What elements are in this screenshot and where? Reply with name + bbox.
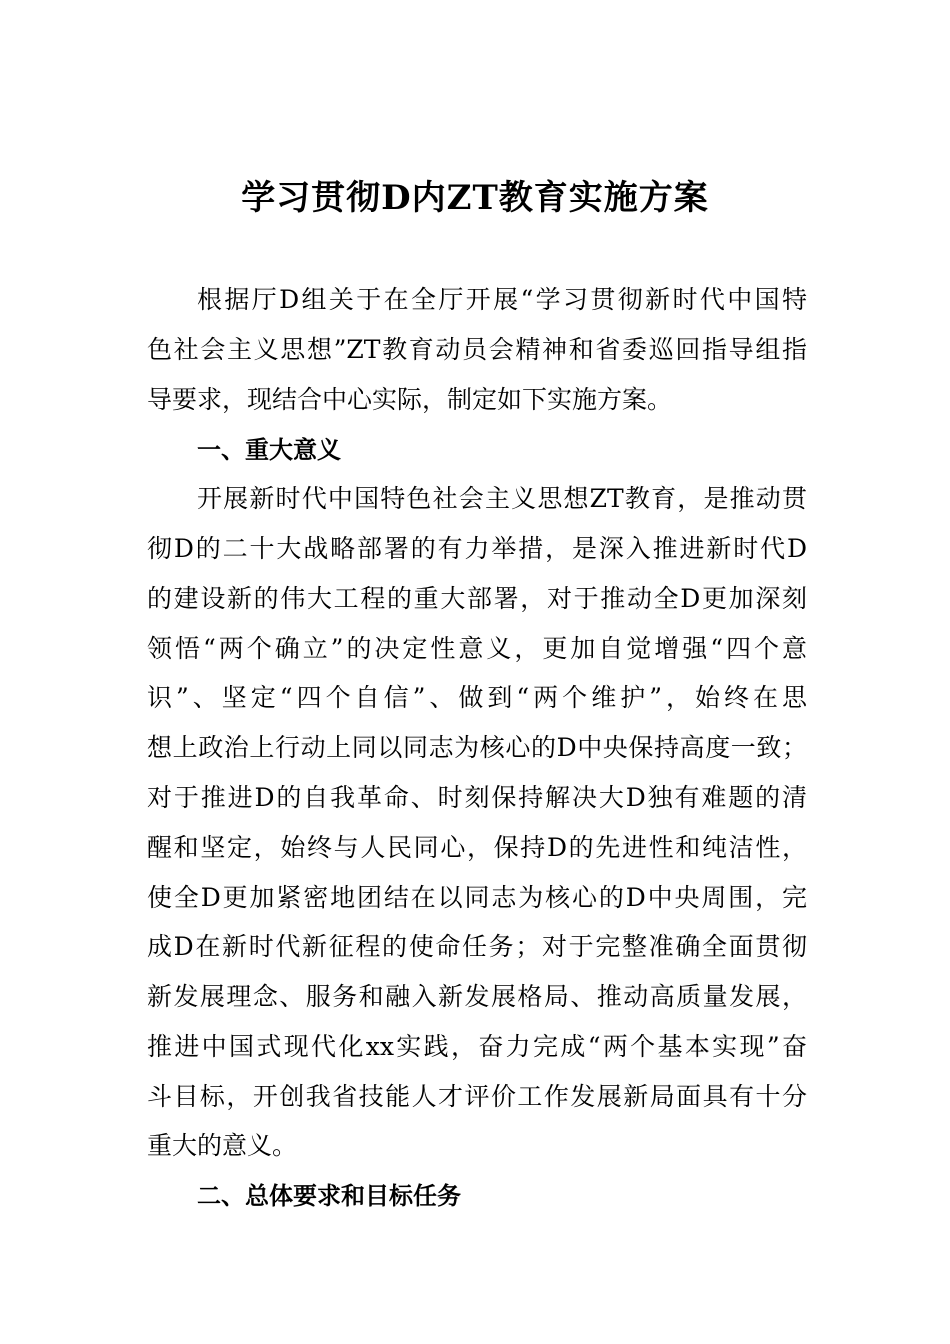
section1-line-14: 重大的意义。 [147,1131,298,1160]
section1-line-8: 醒和坚定，始终与人民同心，保持D的先进性和纯洁性， [147,833,807,862]
section1-line-12: 推进中国式现代化xx实践，奋力完成“两个基本实现”奋 [147,1032,807,1061]
intro-line-2: 色社会主义思想”ZT教育动员会精神和省委巡回指导组指 [147,335,807,364]
section1-line-11: 新发展理念、服务和融入新发展格局、推动高质量发展， [147,982,807,1011]
section1-line-6: 想上政治上行动上同以同志为核心的D中央保持高度一致； [147,733,807,762]
section-heading-1: 一、重大意义 [197,436,341,464]
section1-line-2: 彻D的二十大战略部署的有力举措，是深入推进新时代D [147,534,807,563]
section1-line-4: 领悟“两个确立”的决定性意义，更加自觉增强“四个意 [147,634,807,663]
section-heading-2: 二、总体要求和目标任务 [197,1182,461,1210]
section1-line-10: 成D在新时代新征程的使命任务；对于完整准确全面贯彻 [147,932,807,961]
section1-line-9: 使全D更加紧密地团结在以同志为核心的D中央周围，完 [147,883,807,912]
section1-line-1: 开展新时代中国特色社会主义思想ZT教育，是推动贯 [197,484,807,513]
section1-line-3: 的建设新的伟大工程的重大部署，对于推动全D更加深刻 [147,584,807,613]
section1-line-5: 识”、坚定“四个自信”、做到“两个维护”，始终在思 [147,683,807,712]
document-title: 学习贯彻D内ZT教育实施方案 [241,178,709,218]
section1-line-7: 对于推进D的自我革命、时刻保持解决大D独有难题的清 [147,783,807,812]
intro-line-3: 导要求，现结合中心实际，制定如下实施方案。 [147,385,673,414]
intro-line-1: 根据厅D组关于在全厅开展“学习贯彻新时代中国特 [197,285,807,314]
section1-line-13: 斗目标，开创我省技能人才评价工作发展新局面具有十分 [147,1082,807,1111]
